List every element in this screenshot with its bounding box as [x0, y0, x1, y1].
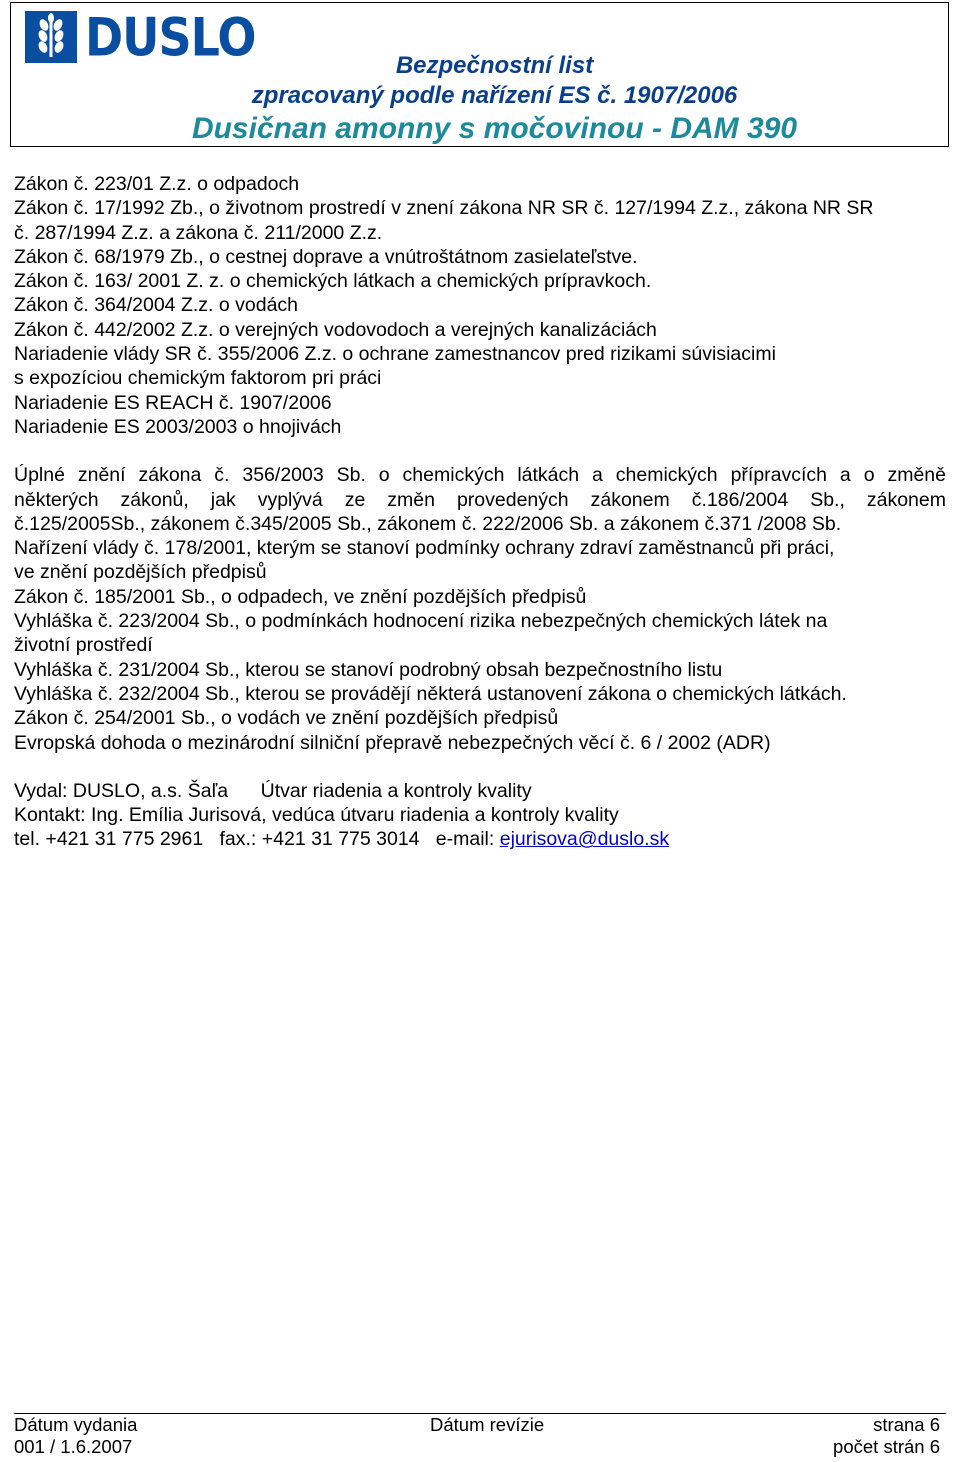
- regulation-subtitle: zpracovaný podle nařízení ES č. 1907/2006: [251, 82, 738, 109]
- sk-law-item: Zákon č. 223/01 Z.z. o odpadoch: [14, 173, 300, 195]
- cz-law-item: Zákon č. 185/2001 Sb., o odpadech, ve znění pozdějších předpisů: [14, 585, 587, 608]
- cz-law-item: Vyhláška č. 223/2004 Sb., o podmínkách hodnocení rizika nebezpečných chemických látek na: [14, 610, 828, 633]
- sk-law-item: č. 287/1994 Z.z. a zákona č. 211/2000 Z.z.: [14, 221, 383, 244]
- fax-number: fax.: +421 31 775 3014: [219, 828, 420, 851]
- cz-law-item: ve znění pozdějších předpisů: [14, 561, 267, 584]
- issuer-line: [14, 779, 946, 803]
- cz-law-item: některých zákonů, jak vyplývá ze změn provedených zákonem č.186/2004 Sb., zákonem: [14, 488, 946, 511]
- title-block: [11, 51, 948, 147]
- sk-law-item: Zákon č. 442/2002 Z.z. o verejných vodovodoch a verejných kanalizáciách: [14, 318, 657, 341]
- sk-law-item: Nariadenie ES 2003/2003 o hnojivách: [14, 415, 342, 438]
- product-name: Dusičnan amonny s močovinou - DAM 390: [191, 112, 798, 145]
- logo-wordmark: DUSLO: [85, 5, 256, 69]
- issue-date-value: 001 / 1.6.2007: [14, 1436, 133, 1457]
- cz-law-item: Vyhláška č. 232/2004 Sb., kterou se provádějí některá ustanovení zákona o chemických látkách.: [14, 682, 847, 705]
- cz-law-item: Úplné znění zákona č. 356/2003 Sb. o chemických látkách a chemických přípravcích a o změně: [14, 464, 946, 487]
- cz-law-item: Nařízení vlády č. 178/2001, kterým se stanoví podmínky ochrany zdraví zaměstnanců při práci,: [14, 537, 835, 560]
- sk-law-item: Nariadenie vlády SR č. 355/2006 Z.z. o ochrane zamestnancov pred rizikami súvisiacimi: [14, 343, 776, 366]
- phone-number: tel. +421 31 775 2961: [14, 828, 204, 851]
- cz-law-item: Evropská dohoda o mezinárodní silniční přepravě nebezpečných věcí č. 6 / 2002 (ADR): [14, 731, 771, 754]
- cz-law-item: Zákon č. 254/2001 Sb., o vodách ve znění pozdějších předpisů: [14, 707, 559, 730]
- cz-law-item: č.125/2005Sb., zákonem č.345/2005 Sb., zákonem č. 222/2006 Sb. a zákonem č.371 /2008 Sb.: [14, 512, 842, 535]
- document-footer: [14, 1413, 946, 1458]
- revision-date-label: Dátum revízie: [430, 1414, 545, 1435]
- legislation-content: [14, 172, 946, 852]
- cz-law-item: životní prostředí: [14, 634, 153, 657]
- page-count: počet strán 6: [833, 1436, 940, 1457]
- sk-law-item: Zákon č. 17/1992 Zb., o životnom prostredí v znení zákona NR SR č. 127/1994 Z.z., zákona NR SR: [14, 197, 874, 220]
- sk-law-item: Zákon č. 364/2004 Z.z. o vodách: [14, 294, 299, 317]
- email-label: e-mail:: [435, 828, 495, 851]
- document-title: Bezpečnostní list: [395, 52, 594, 79]
- cz-law-item: Vyhláška č. 231/2004 Sb., kterou se stanoví podrobný obsah bezpečnostního listu: [14, 658, 723, 681]
- sk-law-item: s expozíciou chemickým faktorom pri práci: [14, 367, 382, 390]
- sk-law-item: Zákon č. 163/ 2001 Z. z. o chemických látkach a chemických prípravkoch.: [14, 270, 652, 293]
- contact-line: [14, 827, 946, 851]
- department: Útvar riadenia a kontroly kvality: [260, 779, 532, 802]
- sk-law-item: Nariadenie ES REACH č. 1907/2006: [14, 391, 332, 414]
- sk-law-item: Zákon č. 68/1979 Zb., o cestnej doprave a vnútroštátnom zasielateľstve.: [14, 245, 638, 268]
- issued-by: Vydal: DUSLO, a.s. Šaľa: [14, 779, 229, 802]
- email-link[interactable]: ejurisova@duslo.sk: [499, 828, 670, 851]
- document-header: [10, 2, 949, 147]
- issue-date-label: Dátum vydania: [14, 1414, 138, 1435]
- contact-person: Kontakt: Ing. Emília Jurisová, vedúca útvaru riadenia a kontroly kvality: [14, 804, 619, 827]
- page-number: strana 6: [873, 1414, 940, 1435]
